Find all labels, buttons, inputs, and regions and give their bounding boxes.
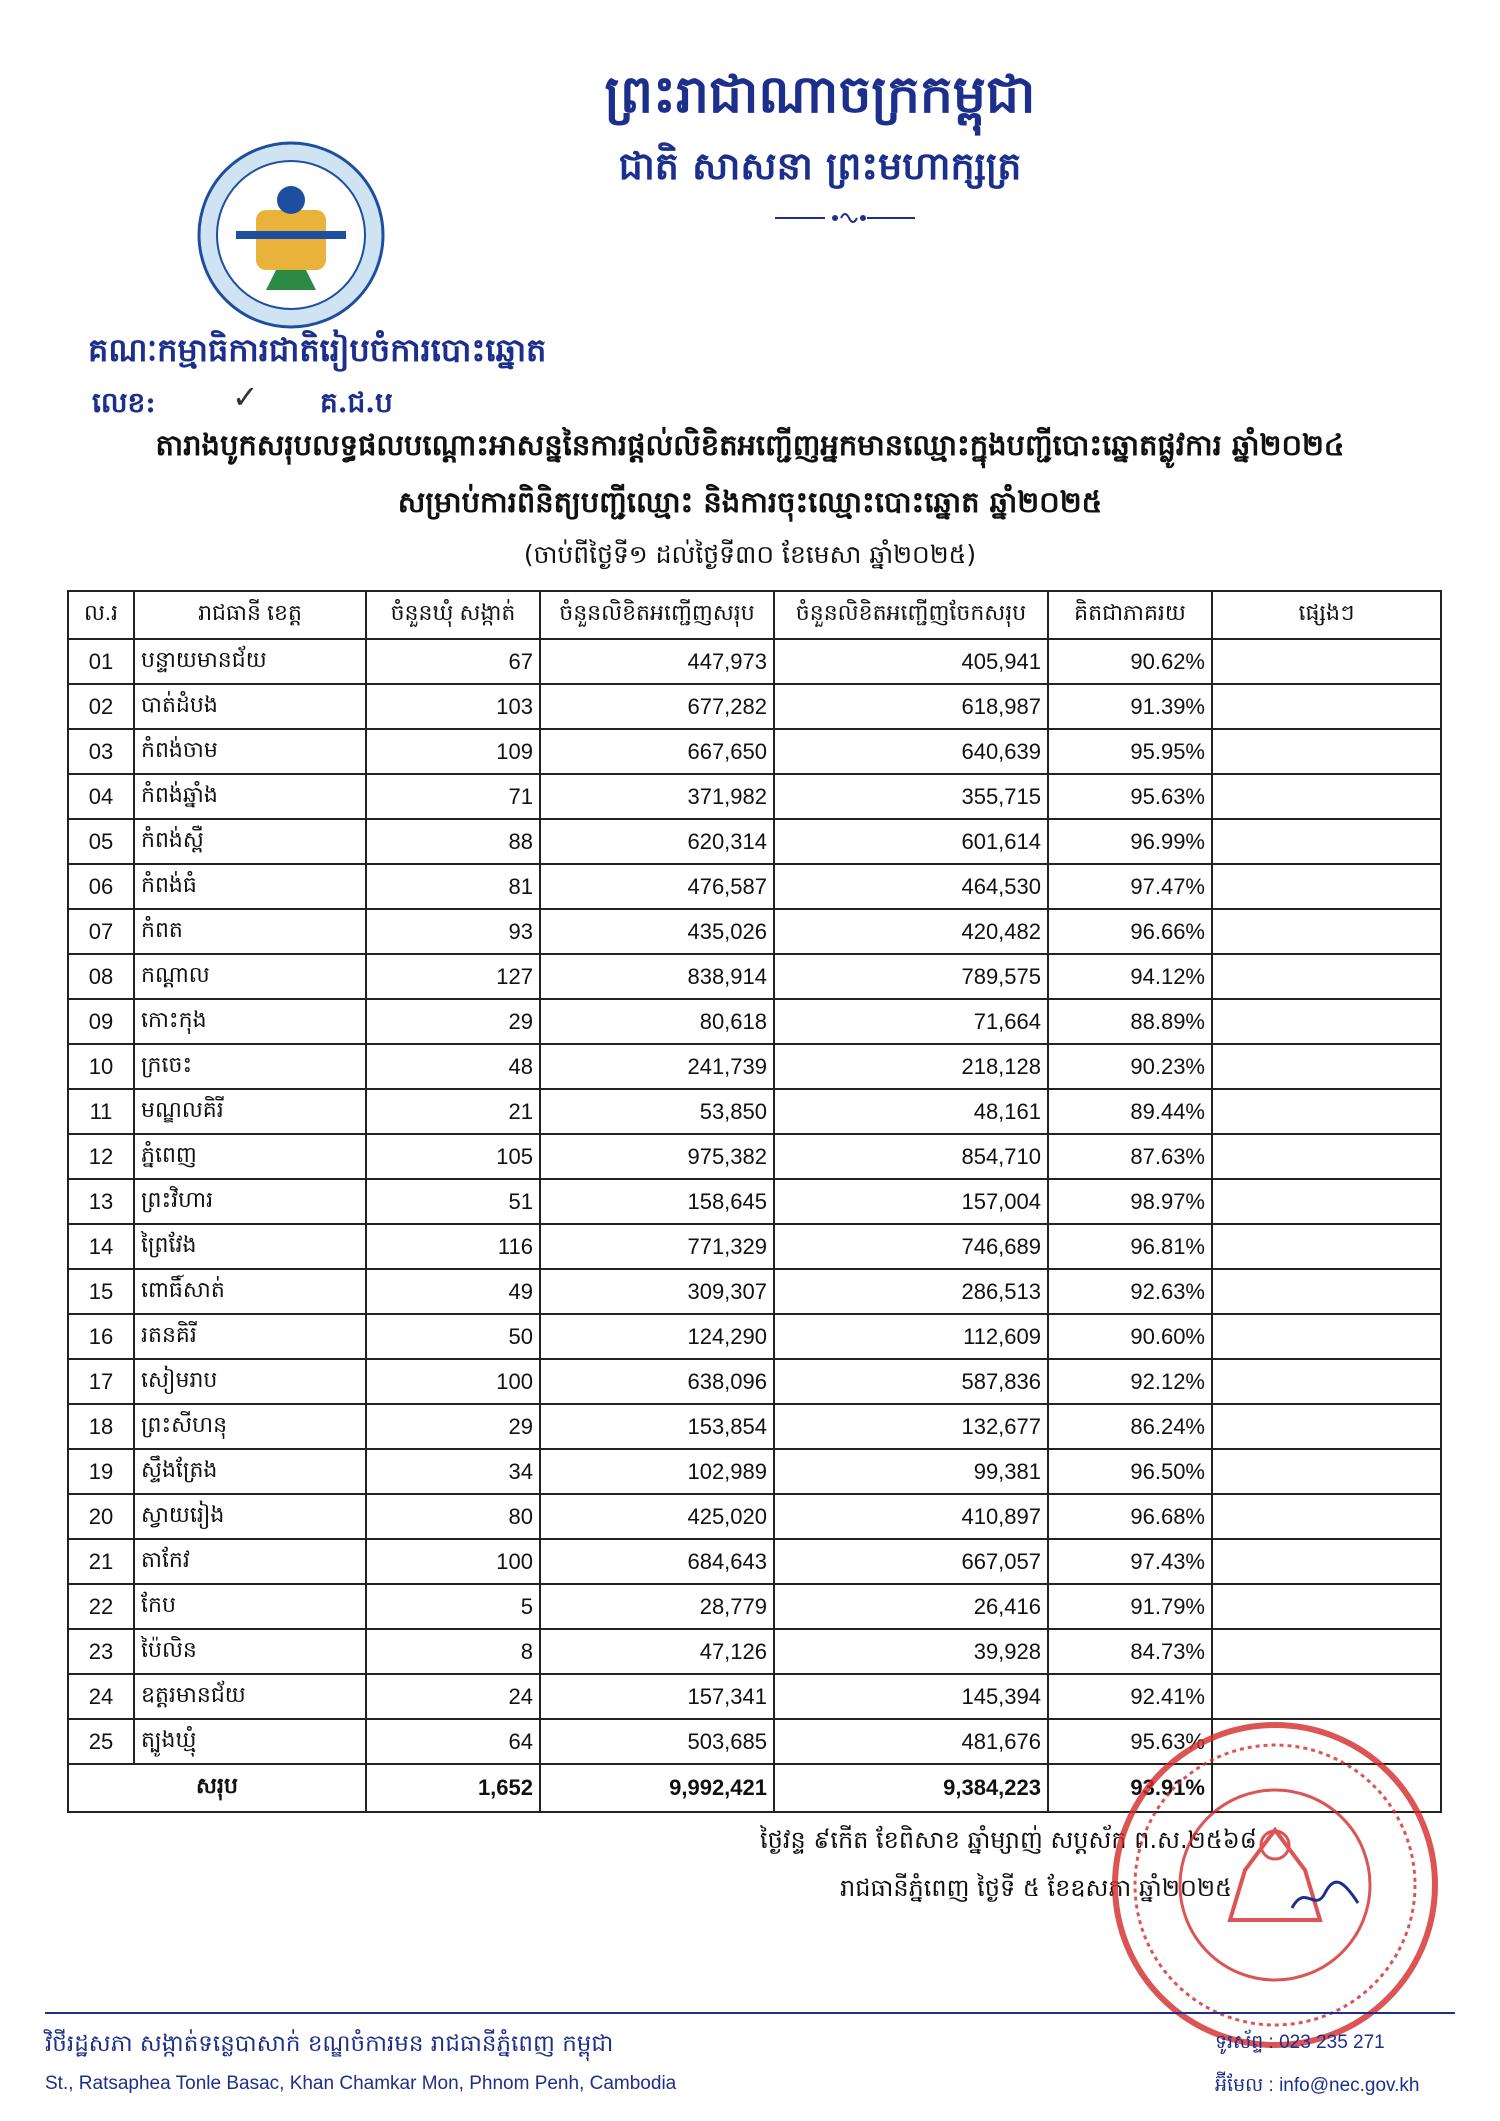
commune-count: 51 <box>366 1179 540 1224</box>
commune-count: 103 <box>366 684 540 729</box>
header-cell: ចំនួនឃុំ សង្កាត់ <box>366 591 540 639</box>
row-number: 01 <box>68 639 134 684</box>
remarks <box>1212 684 1441 729</box>
distribution-percent: 90.23% <box>1048 1044 1212 1089</box>
invitations-total: 53,850 <box>540 1089 774 1134</box>
table-row <box>68 864 1441 909</box>
commune-count: 88 <box>366 819 540 864</box>
row-number: 13 <box>68 1179 134 1224</box>
table-row <box>68 684 1441 729</box>
table-row <box>68 1269 1441 1314</box>
commune-count: 93 <box>366 909 540 954</box>
invitations-distributed: 355,715 <box>774 774 1048 819</box>
province-name: សៀមរាប <box>134 1359 366 1404</box>
document-period: (ចាប់ពីថ្ងៃទី១ ដល់ថ្ងៃទី៣០ ខែមេសា ឆ្នាំ២០២៥) <box>523 540 977 569</box>
header-cell: រាជធានី ខេត្ត <box>134 591 366 639</box>
province-name: បាត់ដំបង <box>134 684 366 729</box>
invitations-total: 309,307 <box>540 1269 774 1314</box>
province-name: កំពង់ធំ <box>134 864 366 909</box>
signature-icon <box>1290 1878 1360 1918</box>
province-name: ព្រះសីហនុ <box>134 1404 366 1449</box>
distribution-percent: 95.63% <box>1048 1719 1212 1764</box>
invitations-distributed: 132,677 <box>774 1404 1048 1449</box>
remarks <box>1212 1494 1441 1539</box>
invitations-total: 28,779 <box>540 1584 774 1629</box>
row-number: 07 <box>68 909 134 954</box>
distribution-percent: 98.97% <box>1048 1179 1212 1224</box>
distribution-percent: 97.47% <box>1048 864 1212 909</box>
remarks <box>1212 909 1441 954</box>
remarks <box>1212 729 1441 774</box>
row-number: 08 <box>68 954 134 999</box>
footer-address-english: St., Ratsaphea Tonle Basac, Khan Chamkar Mon, Phnom Penh, Cambodia <box>45 2073 677 2094</box>
table-row <box>68 1539 1441 1584</box>
table-row <box>68 1359 1441 1404</box>
row-number: 23 <box>68 1629 134 1674</box>
row-number: 06 <box>68 864 134 909</box>
commune-count: 29 <box>366 1404 540 1449</box>
distribution-percent: 86.24% <box>1048 1404 1212 1449</box>
invitations-total: 476,587 <box>540 864 774 909</box>
row-number: 09 <box>68 999 134 1044</box>
table-header-row <box>68 591 1441 639</box>
total-percent: 93.91% <box>1048 1764 1212 1812</box>
footer-divider <box>45 2012 1455 2014</box>
table-row <box>68 1584 1441 1629</box>
distribution-percent: 96.50% <box>1048 1449 1212 1494</box>
row-number: 22 <box>68 1584 134 1629</box>
total-communes: 1,652 <box>366 1764 540 1812</box>
table-row <box>68 1224 1441 1269</box>
table-row <box>68 999 1441 1044</box>
province-name: កំពង់ចាម <box>134 729 366 774</box>
invitations-total: 620,314 <box>540 819 774 864</box>
row-number: 12 <box>68 1134 134 1179</box>
invitations-distributed: 48,161 <box>774 1089 1048 1134</box>
invitations-total: 684,643 <box>540 1539 774 1584</box>
invitations-total: 771,329 <box>540 1224 774 1269</box>
table-row <box>68 1314 1441 1359</box>
province-name: កែប <box>134 1584 366 1629</box>
kingdom-heading: ព្រះរាជាណាចក្រកម្ពុជា <box>604 64 1036 125</box>
row-number: 25 <box>68 1719 134 1764</box>
invitations-distributed: 218,128 <box>774 1044 1048 1089</box>
province-name: កំពង់ស្ពឺ <box>134 819 366 864</box>
commune-count: 116 <box>366 1224 540 1269</box>
reference-label: លេខ: <box>92 386 156 419</box>
table-row <box>68 1044 1441 1089</box>
invitations-distributed: 405,941 <box>774 639 1048 684</box>
check-mark-icon: ✓ <box>232 378 259 416</box>
remarks <box>1212 1089 1441 1134</box>
invitations-total: 425,020 <box>540 1494 774 1539</box>
distribution-percent: 96.81% <box>1048 1224 1212 1269</box>
commune-count: 8 <box>366 1629 540 1674</box>
invitations-total: 371,982 <box>540 774 774 819</box>
total-invitations: 9,992,421 <box>540 1764 774 1812</box>
commune-count: 29 <box>366 999 540 1044</box>
province-name: ក្រចេះ <box>134 1044 366 1089</box>
invitations-total: 153,854 <box>540 1404 774 1449</box>
footer-email: អ៊ីមែល : info@nec.gov.kh <box>1215 2075 1420 2096</box>
province-name: កំពង់ឆ្នាំង <box>134 774 366 819</box>
invitations-distributed: 145,394 <box>774 1674 1048 1719</box>
commune-count: 34 <box>366 1449 540 1494</box>
remarks <box>1212 639 1441 684</box>
invitations-total: 124,290 <box>540 1314 774 1359</box>
remarks <box>1212 1134 1441 1179</box>
footer-phone: ទូរស័ព្ទ : 023 235 271 <box>1215 2032 1385 2053</box>
distribution-percent: 91.79% <box>1048 1584 1212 1629</box>
table-row <box>68 1449 1441 1494</box>
invitations-distributed: 587,836 <box>774 1359 1048 1404</box>
invitations-total: 447,973 <box>540 639 774 684</box>
row-number: 21 <box>68 1539 134 1584</box>
table-row <box>68 1134 1441 1179</box>
commune-count: 100 <box>366 1359 540 1404</box>
row-number: 18 <box>68 1404 134 1449</box>
row-number: 17 <box>68 1359 134 1404</box>
invitations-distributed: 789,575 <box>774 954 1048 999</box>
row-number: 19 <box>68 1449 134 1494</box>
invitations-distributed: 71,664 <box>774 999 1048 1044</box>
invitations-distributed: 286,513 <box>774 1269 1048 1314</box>
nec-emblem-icon <box>196 140 386 330</box>
table-body <box>68 639 1441 1764</box>
distribution-percent: 84.73% <box>1048 1629 1212 1674</box>
table-row <box>68 639 1441 684</box>
table-row <box>68 1179 1441 1224</box>
distribution-percent: 87.63% <box>1048 1134 1212 1179</box>
national-motto: ជាតិ សាសនា ព្រះមហាក្សត្រ <box>618 143 1022 188</box>
invitations-distributed: 640,639 <box>774 729 1048 774</box>
table-row <box>68 1674 1441 1719</box>
committee-name: គណៈកម្មាធិការជាតិរៀបចំការបោះឆ្នោត <box>88 331 547 369</box>
province-name: ស្ទឹងត្រែង <box>134 1449 366 1494</box>
distribution-percent: 92.41% <box>1048 1674 1212 1719</box>
province-name: ព្រៃវែង <box>134 1224 366 1269</box>
invitations-distributed: 410,897 <box>774 1494 1048 1539</box>
invitations-total: 47,126 <box>540 1629 774 1674</box>
remarks <box>1212 774 1441 819</box>
invitations-distributed: 746,689 <box>774 1224 1048 1269</box>
remarks <box>1212 954 1441 999</box>
table-row <box>68 909 1441 954</box>
distribution-percent: 95.95% <box>1048 729 1212 774</box>
table-row <box>68 1629 1441 1674</box>
row-number: 04 <box>68 774 134 819</box>
province-name: ស្វាយរៀង <box>134 1494 366 1539</box>
province-name: ត្បូងឃ្មុំ <box>134 1719 366 1764</box>
remarks <box>1212 1584 1441 1629</box>
commune-count: 21 <box>366 1089 540 1134</box>
total-distributed: 9,384,223 <box>774 1764 1048 1812</box>
distribution-percent: 94.12% <box>1048 954 1212 999</box>
row-number: 24 <box>68 1674 134 1719</box>
official-stamp-icon <box>1110 1720 1440 2050</box>
commune-count: 127 <box>366 954 540 999</box>
commune-count: 100 <box>366 1539 540 1584</box>
remarks <box>1212 1269 1441 1314</box>
province-name: កណ្តាល <box>134 954 366 999</box>
province-name: បន្ទាយមានជ័យ <box>134 639 366 684</box>
row-number: 05 <box>68 819 134 864</box>
commune-count: 71 <box>366 774 540 819</box>
invitations-total: 677,282 <box>540 684 774 729</box>
commune-count: 81 <box>366 864 540 909</box>
commune-count: 49 <box>366 1269 540 1314</box>
province-name: ពោធិ៍សាត់ <box>134 1269 366 1314</box>
row-number: 20 <box>68 1494 134 1539</box>
table-row <box>68 954 1441 999</box>
row-number: 16 <box>68 1314 134 1359</box>
commune-count: 80 <box>366 1494 540 1539</box>
row-number: 14 <box>68 1224 134 1269</box>
table-row <box>68 1404 1441 1449</box>
province-name: ប៉ៃលិន <box>134 1629 366 1674</box>
document-subtitle: សម្រាប់ការពិនិត្យបញ្ជីឈ្មោះ និងការចុះឈ្មោះបោះឆ្នោត ឆ្នាំ២០២៥ <box>397 485 1103 519</box>
distribution-percent: 92.12% <box>1048 1359 1212 1404</box>
header-cell: ផ្សេងៗ <box>1212 591 1441 639</box>
commune-count: 50 <box>366 1314 540 1359</box>
commune-count: 24 <box>366 1674 540 1719</box>
invitations-distributed: 26,416 <box>774 1584 1048 1629</box>
invitations-total: 503,685 <box>540 1719 774 1764</box>
invitations-total: 667,650 <box>540 729 774 774</box>
remarks <box>1212 864 1441 909</box>
province-name: ឧត្តរមានជ័យ <box>134 1674 366 1719</box>
row-number: 11 <box>68 1089 134 1134</box>
remarks <box>1212 1044 1441 1089</box>
footer-address-khmer: វិថីរដ្ឋសភា សង្កាត់ទន្លេបាសាក់ ខណ្ឌចំការមន រាជធានីភ្នំពេញ កម្ពុជា <box>45 2031 614 2057</box>
table-row <box>68 1089 1441 1134</box>
distribution-percent: 96.99% <box>1048 819 1212 864</box>
invitations-total: 158,645 <box>540 1179 774 1224</box>
invitations-total: 838,914 <box>540 954 774 999</box>
province-name: ព្រះវិហារ <box>134 1179 366 1224</box>
invitations-total: 638,096 <box>540 1359 774 1404</box>
distribution-percent: 97.43% <box>1048 1539 1212 1584</box>
summary-table <box>67 590 1442 1813</box>
distribution-percent: 90.60% <box>1048 1314 1212 1359</box>
remarks <box>1212 1359 1441 1404</box>
invitations-distributed: 39,928 <box>774 1629 1048 1674</box>
remarks <box>1212 999 1441 1044</box>
invitations-distributed: 464,530 <box>774 864 1048 909</box>
table-row <box>68 729 1441 774</box>
table-row <box>68 1494 1441 1539</box>
remarks <box>1212 819 1441 864</box>
invitations-distributed: 420,482 <box>774 909 1048 954</box>
remarks <box>1212 1179 1441 1224</box>
invitations-distributed: 618,987 <box>774 684 1048 729</box>
distribution-percent: 96.66% <box>1048 909 1212 954</box>
header-cell: គិតជាភាគរយ <box>1048 591 1212 639</box>
row-number: 15 <box>68 1269 134 1314</box>
province-name: ភ្នំពេញ <box>134 1134 366 1179</box>
row-number: 10 <box>68 1044 134 1089</box>
province-name: រតនគិរី <box>134 1314 366 1359</box>
commune-count: 105 <box>366 1134 540 1179</box>
commune-count: 64 <box>366 1719 540 1764</box>
header-cell: ល.រ <box>68 591 134 639</box>
date-place: រាជធានីភ្នំពេញ ថ្ងៃទី ៥ ខែឧសភា ឆ្នាំ២០២៥ <box>840 1874 1233 1902</box>
ornament-divider-icon <box>775 208 915 228</box>
invitations-total: 435,026 <box>540 909 774 954</box>
total-label: សរុប <box>68 1764 366 1812</box>
distribution-percent: 95.63% <box>1048 774 1212 819</box>
header-cell: ចំនួនលិខិតអញ្ជើញចែកសរុប <box>774 591 1048 639</box>
invitations-total: 975,382 <box>540 1134 774 1179</box>
row-number: 02 <box>68 684 134 729</box>
invitations-distributed: 854,710 <box>774 1134 1048 1179</box>
remarks <box>1212 1539 1441 1584</box>
remarks <box>1212 1674 1441 1719</box>
document-title: តារាងបូកសរុបលទ្ធផលបណ្តោះអាសន្ននៃការផ្តល់លិខិតអញ្ជើញអ្នកមានឈ្មោះក្នុងបញ្ជីបោះឆ្នោតផ្លូវការ ឆ្នាំ២០២៤ <box>155 428 1345 462</box>
invitations-total: 102,989 <box>540 1449 774 1494</box>
row-number: 03 <box>68 729 134 774</box>
reference-number: គ.ជ.ប <box>320 386 393 419</box>
distribution-percent: 89.44% <box>1048 1089 1212 1134</box>
province-name: កោះកុង <box>134 999 366 1044</box>
invitations-total: 157,341 <box>540 1674 774 1719</box>
distribution-percent: 90.62% <box>1048 639 1212 684</box>
distribution-percent: 96.68% <box>1048 1494 1212 1539</box>
invitations-total: 80,618 <box>540 999 774 1044</box>
invitations-distributed: 667,057 <box>774 1539 1048 1584</box>
invitations-total: 241,739 <box>540 1044 774 1089</box>
commune-count: 5 <box>366 1584 540 1629</box>
distribution-percent: 88.89% <box>1048 999 1212 1044</box>
invitations-distributed: 99,381 <box>774 1449 1048 1494</box>
province-name: កំពត <box>134 909 366 954</box>
commune-count: 109 <box>366 729 540 774</box>
distribution-percent: 91.39% <box>1048 684 1212 729</box>
province-name: មណ្ឌលគិរី <box>134 1089 366 1134</box>
remarks <box>1212 1629 1441 1674</box>
invitations-distributed: 481,676 <box>774 1719 1048 1764</box>
commune-count: 67 <box>366 639 540 684</box>
invitations-distributed: 157,004 <box>774 1179 1048 1224</box>
remarks <box>1212 1449 1441 1494</box>
table-row <box>68 774 1441 819</box>
commune-count: 48 <box>366 1044 540 1089</box>
header-cell: ចំនួនលិខិតអញ្ជើញសរុប <box>540 591 774 639</box>
table-row <box>68 819 1441 864</box>
remarks <box>1212 1224 1441 1269</box>
remarks <box>1212 1314 1441 1359</box>
invitations-distributed: 112,609 <box>774 1314 1048 1359</box>
invitations-distributed: 601,614 <box>774 819 1048 864</box>
distribution-percent: 92.63% <box>1048 1269 1212 1314</box>
remarks <box>1212 1404 1441 1449</box>
lunar-date: ថ្ងៃវន្ទ ៩កើត ខែពិសាខ ឆ្នាំម្សាញ់ សប្តស័ក ព.ស.២៥៦៨ <box>760 1826 1257 1854</box>
province-name: តាកែវ <box>134 1539 366 1584</box>
